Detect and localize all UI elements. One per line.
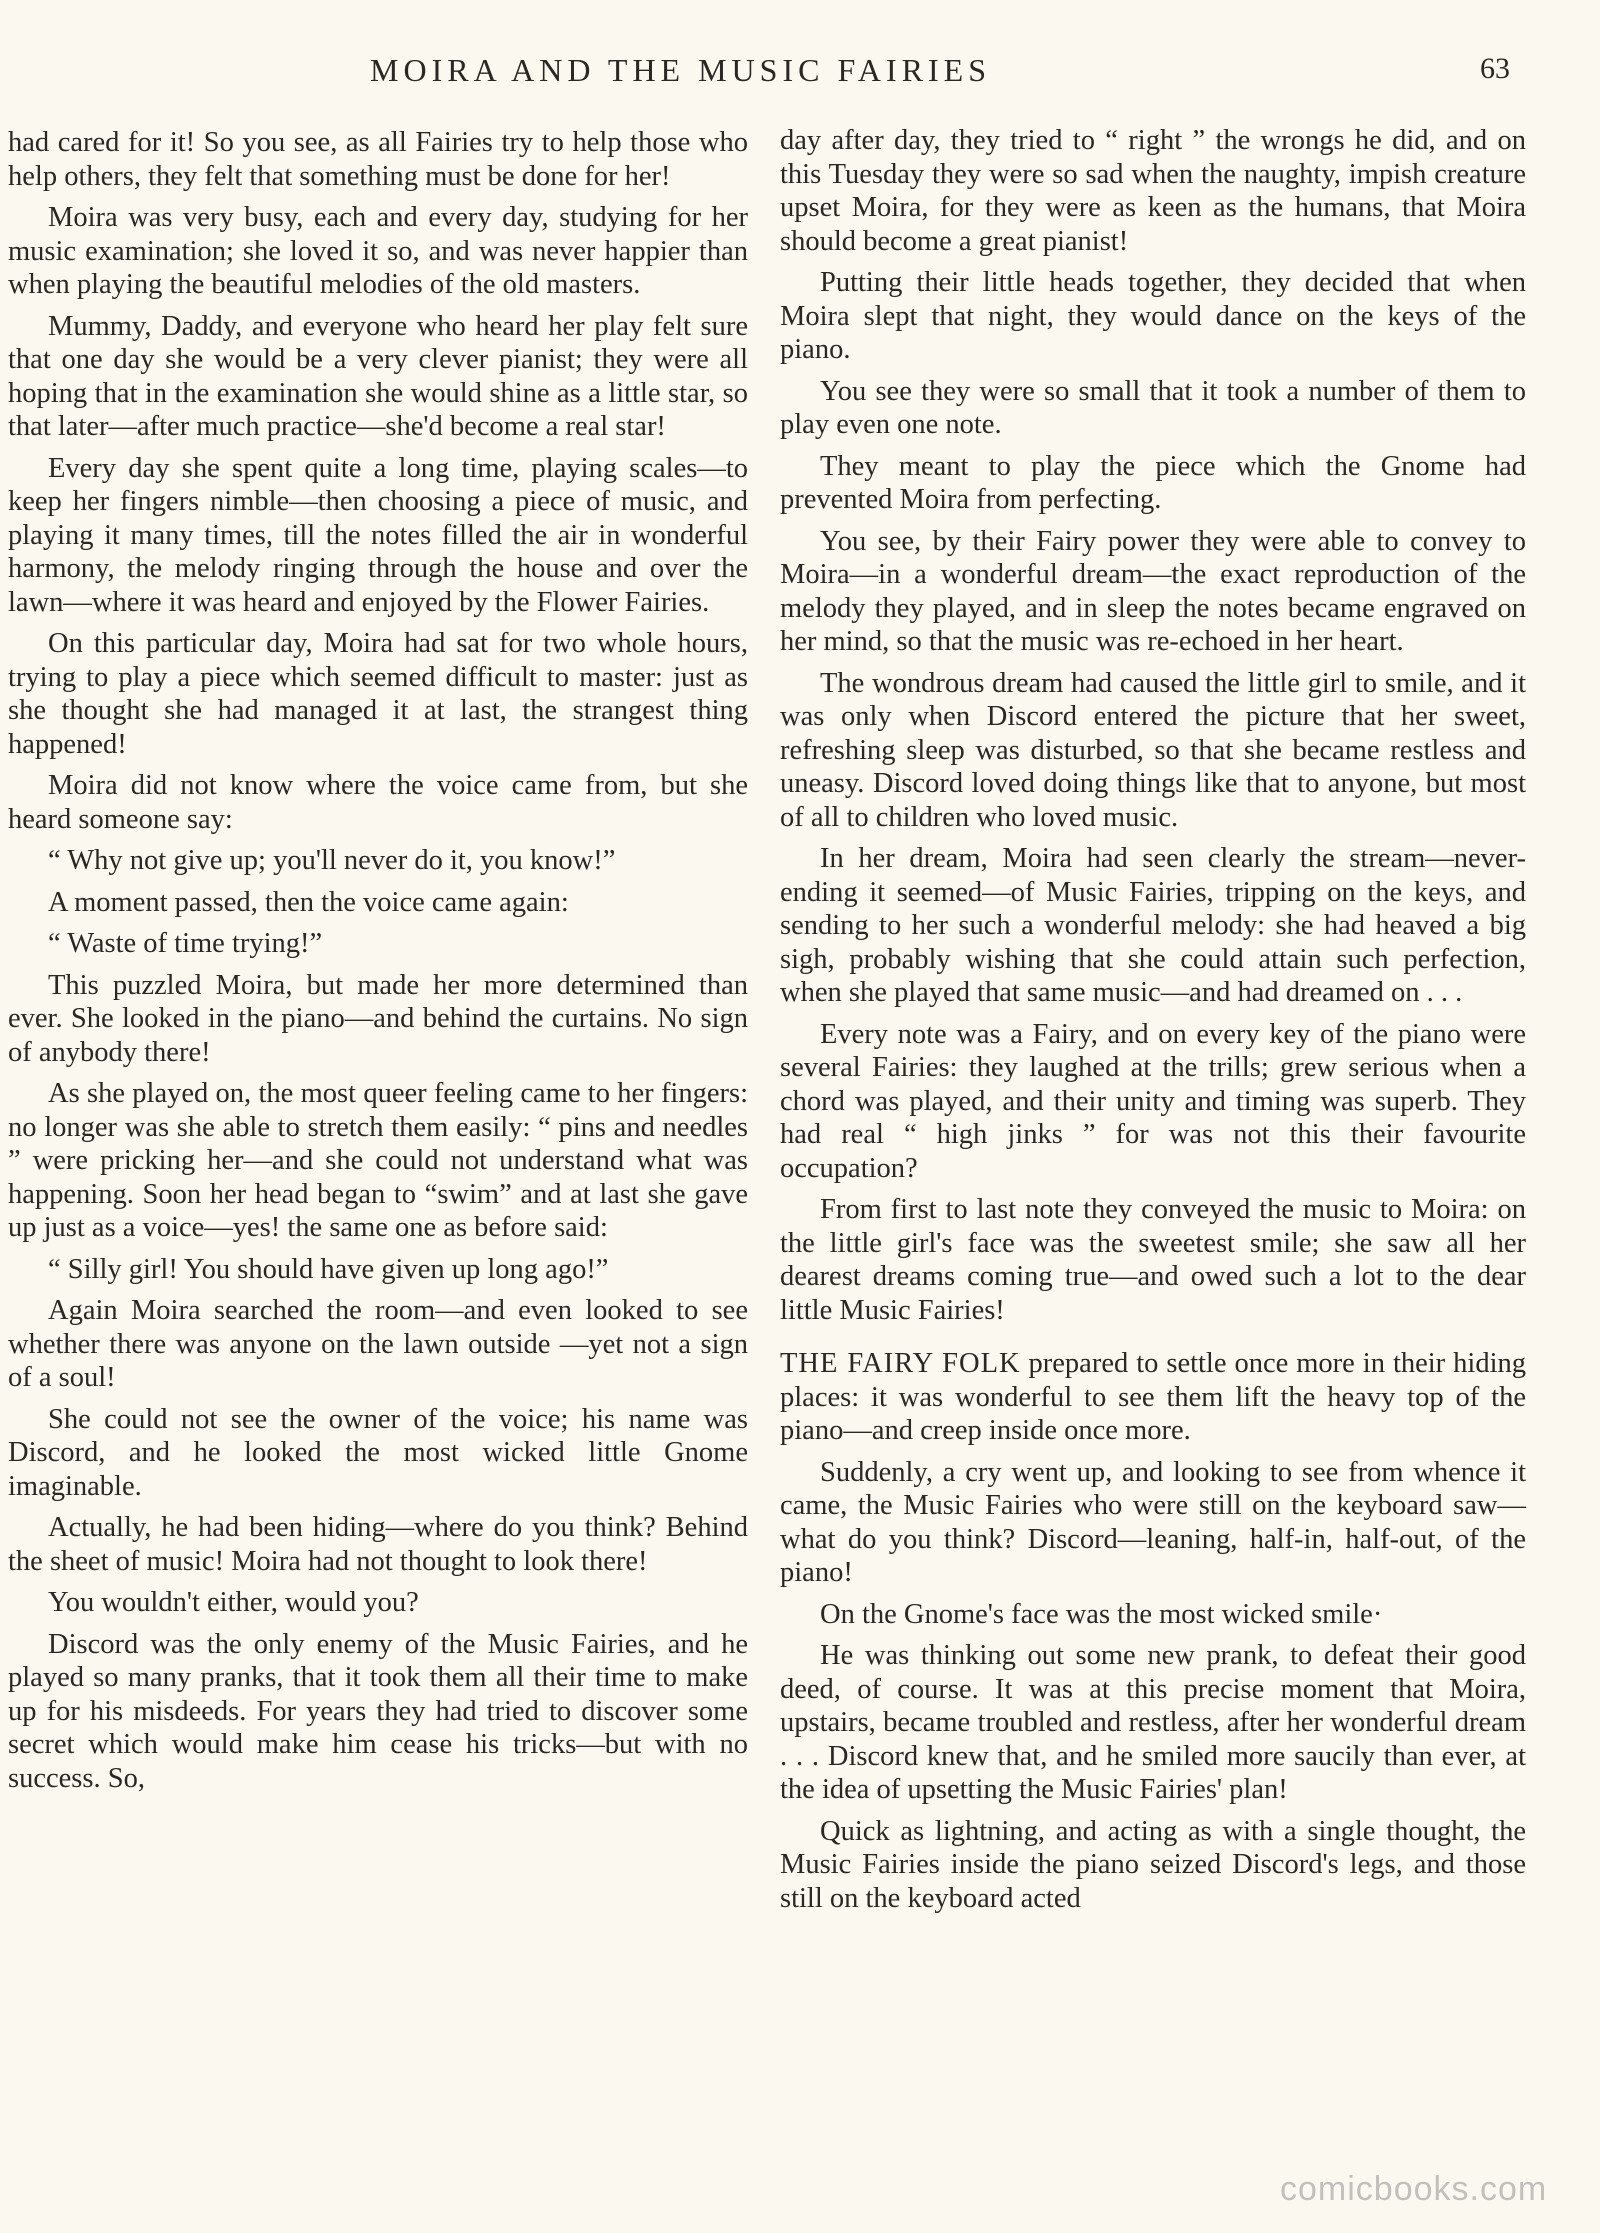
page-header [0,52,1600,96]
page-number: 63 [1480,52,1510,85]
paragraph: They meant to play the piece which the Gnome had prevented Moira from perfecting. [780,450,1526,515]
paragraph: Again Moira searched the room—and even looked to see whether there was anyone on the lawn outside —yet not a sign of a soul! [8,1295,748,1393]
paragraph: “ Waste of time trying!” [48,928,323,959]
paragraph: Actually, he had been hiding—where do you think? Behind the sheet of music! Moira had not thought to look there! [8,1512,748,1577]
paragraph: Every note was a Fairy, and on every key of the piano were several Fairies: they laughed at the trills; grew serious when a chord was played, and their unity and timing was superb. They had real “ high jinks ” for was not this their favourite occupation? [780,1018,1526,1184]
section-opening-text: prepared to settle once more in their hiding places: it was wonderful to see them lift the heavy top of the piano—and creep inside once more. [780,1348,1526,1446]
paragraph: On the Gnome's face was the most wicked smile· [820,1598,1383,1630]
paragraph: She could not see the owner of the voice; his name was Discord, and he looked the most wicked little Gnome imaginable. [8,1403,748,1502]
site-watermark: comicbooks.com [1280,2170,1548,2208]
paragraph: As she played on, the most queer feeling came to her fingers: no longer was she able to stretch them easily: “ pins and needles ” were pricking her—and she could not understand what was happening. Soon her head began to “swim” and at last she gave up just as a voice—yes! the same one as before said: [8,1078,748,1243]
paragraph: On this particular day, Moira had sat for two whole hours, trying to play a piece which seemed difficult to master: just as she thought she had managed it at last, the strangest thing happened! [8,628,748,760]
paragraph: “ Why not give up; you'll never do it, you know!” [48,845,616,876]
paragraph: Quick as lightning, and acting as with a single thought, the Music Fairies inside the piano seized Discord's legs, and those still on the keyboard acted [780,1815,1526,1914]
paragraph: Suddenly, a cry went up, and looking to see from whence it came, the Music Fairies who were still on the keyboard saw—what do you think? Discord—leaning, half-in, half-out, of the piano! [780,1456,1526,1588]
paragraph: A moment passed, then the voice came again: [48,886,569,918]
paragraph: You wouldn't either, would you? [48,1587,419,1618]
right-text-column [780,124,1526,1923]
paragraph: The wondrous dream had caused the little girl to smile, and it was only when Discord entered the picture that her sweet, refreshing sleep was disturbed, so that she became restless and uneasy. Discord loved doing things like that to anyone, but most of all to children who loved music. [780,667,1526,833]
paragraph: “ Silly girl! You should have given up long ago!” [48,1253,609,1285]
paragraph: Moira did not know where the voice came from, but she heard someone say: [8,770,748,835]
paragraph: Discord was the only enemy of the Music Fairies, and he played so many pranks, that it took them all their time to make up for his misdeeds. For years they had tried to discover some secret which would make him cease his tricks—but with no success. So, [8,1628,748,1794]
section-lead-in: THE FAIRY FOLK [780,1348,1021,1379]
paragraph: Mummy, Daddy, and everyone who heard her play felt sure that one day she would be a very clever pianist; they were all hoping that in the examination she would shine as a little star, so that later—after much practice—she'd become a real star! [8,310,748,442]
paragraph: Moira was very busy, each and every day, studying for her music examination; she loved it so, and was never happier than when playing the beautiful melodies of the old masters. [8,202,748,300]
paragraph: You see they were so small that it took a number of them to play even one note. [780,375,1526,440]
paragraph: day after day, they tried to “ right ” the wrongs he did, and on this Tuesday they were so sad when the naughty, impish creature upset Moira, for they were as keen as the humans, that Moira should become a great pianist! [780,125,1526,257]
paragraph: had cared for it! So you see, as all Fairies try to help those who help others, they felt that something must be done for her! [8,127,748,192]
paragraph: You see, by their Fairy power they were able to convey to Moira—in a wonderful dream—the exact reproduction of the melody they played, and in sleep the notes became engraved on her mind, so that the music was re-echoed in her heart. [780,525,1526,657]
paragraph: From first to last note they conveyed the music to Moira: on the little girl's face was the sweetest smile; she saw all her dearest dreams coming true—and owed such a lot to the dear little Music Fairies! [780,1194,1526,1326]
paragraph: This puzzled Moira, but made her more determined than ever. She looked in the piano—and behind the curtains. No sign of anybody there! [8,969,748,1068]
running-title: MOIRA AND THE MUSIC FAIRIES [370,52,991,88]
section-opening-paragraph [780,1347,1526,1448]
paragraph: In her dream, Moira had seen clearly the stream—never-ending it seemed—of Music Fairies, tripping on the keys, and sending to her such a wonderful melody: she had heaved a big sigh, probably wishing that she could attain such perfection, when she played that same music—and had dreamed on . . . [780,843,1526,1008]
paragraph: Every day she spent quite a long time, playing scales—to keep her fingers nimble—then choosing a piece of music, and playing it many times, till the notes filled the air in wonderful harmony, the melody ringing through the house and over the lawn—where it was heard and enjoyed by the Flower Fairies. [8,452,748,618]
left-text-column [8,126,748,1803]
paragraph: He was thinking out some new prank, to defeat their good deed, of course. It was at this precise moment that Moira, upstairs, became troubled and restless, after her wonderful dream . . . Discord knew that, and he smiled more saucily than ever, at the idea of upsetting the Music Fairies' plan! [780,1640,1526,1805]
paragraph: Putting their little heads together, they decided that when Moira slept that night, they would dance on the keys of the piano. [780,267,1526,365]
